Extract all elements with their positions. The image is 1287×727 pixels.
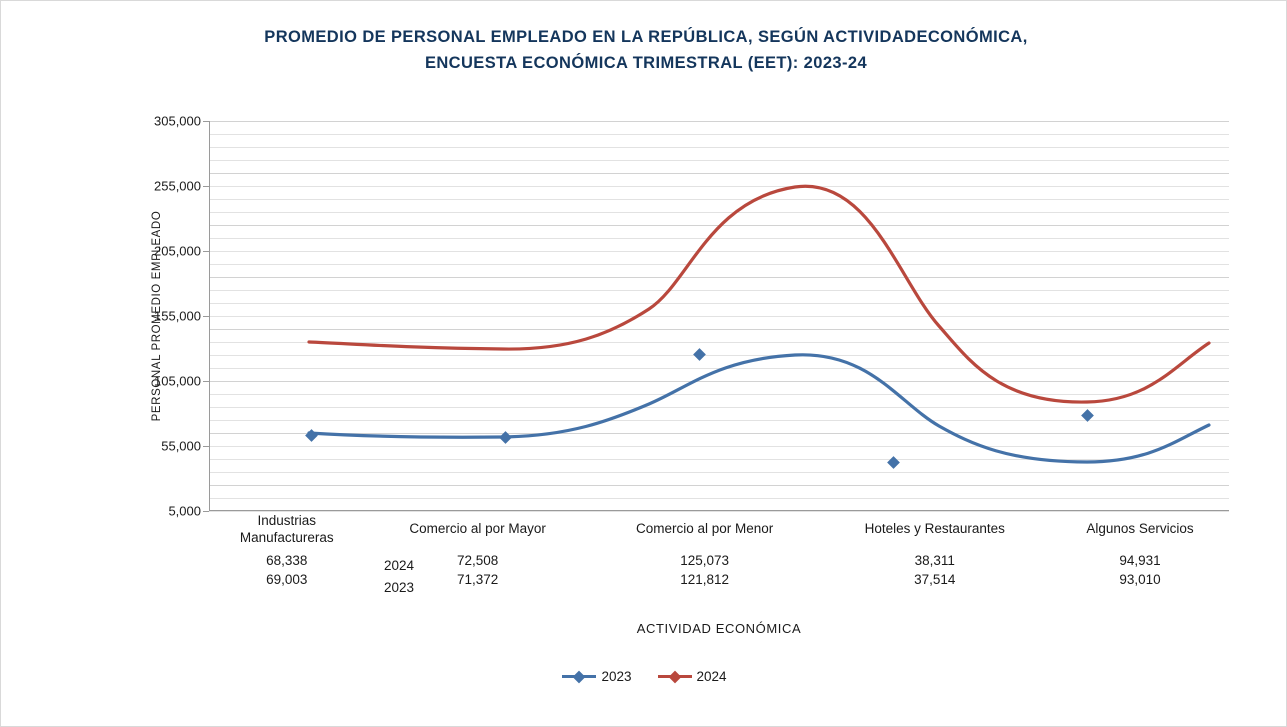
x-category-label: Hoteles y Restaurantes: [864, 521, 1005, 537]
data-table: [209, 511, 1229, 595]
x-category-label: Comercio al por Menor: [635, 521, 774, 537]
table-cell: 37,514: [914, 571, 956, 587]
y-tick-label: 305,000: [154, 113, 201, 129]
y-tick-label: 105,000: [154, 373, 201, 389]
table-row: [209, 570, 1229, 589]
series-line-2023: [309, 355, 1209, 462]
x-category-label: Comercio al por Mayor: [409, 521, 546, 537]
chart-title-line-2: ENCUESTA ECONÓMICA TRIMESTRAL (EET): 2023-24: [424, 53, 868, 72]
series-line-2024: [309, 186, 1209, 402]
y-tick-label: 255,000: [154, 178, 201, 194]
table-cell: 93,010: [1119, 571, 1161, 587]
legend: [1, 669, 1287, 684]
table-cell: 68,338: [266, 552, 308, 568]
chart-title-line-1: PROMEDIO DE PERSONAL EMPLEADO EN LA REPÚBLICA, SEGÚN ACTIVIDADECONÓMICA,: [264, 28, 1028, 46]
table-row-label-2024: 2024: [383, 558, 414, 573]
table-cell: 121,812: [680, 571, 730, 587]
plot-area: [151, 113, 1229, 519]
legend-swatch-icon: [658, 675, 692, 678]
x-category-label: Algunos Servicios: [1086, 521, 1194, 537]
x-category-label-line2: Manufactureras: [239, 529, 334, 545]
table-header-row: [209, 511, 1229, 551]
table-cell: 71,372: [457, 571, 499, 587]
y-tick-label: 5,000: [168, 503, 201, 519]
legend-label: 2023: [601, 669, 632, 684]
chart-title: [121, 25, 1171, 76]
table-cell: 94,931: [1119, 552, 1161, 568]
y-tick-label: 55,000: [161, 438, 201, 454]
table-cell: 69,003: [266, 571, 308, 587]
y-tick-label: 205,000: [154, 243, 201, 259]
table-cell: 38,311: [914, 552, 955, 568]
x-axis-title: ACTIVIDAD ECONÓMICA: [636, 621, 802, 636]
legend-item-2023[interactable]: [562, 669, 631, 684]
legend-label: 2024: [696, 669, 727, 684]
x-category-label-line1: Industrias: [257, 513, 316, 528]
legend-swatch-icon: [562, 675, 596, 678]
legend-item-2024[interactable]: [658, 669, 727, 684]
series-lines: [209, 121, 1229, 511]
table-row: [209, 551, 1229, 570]
table-row-label-2023: 2023: [383, 580, 414, 595]
y-axis-title: PERSONAL PROMEDIO EMPLEADO: [151, 210, 163, 422]
table-cell: 72,508: [457, 552, 499, 568]
table-cell: 125,073: [680, 552, 730, 568]
x-category-label: [209, 511, 364, 551]
y-tick-label: 155,000: [154, 308, 201, 324]
